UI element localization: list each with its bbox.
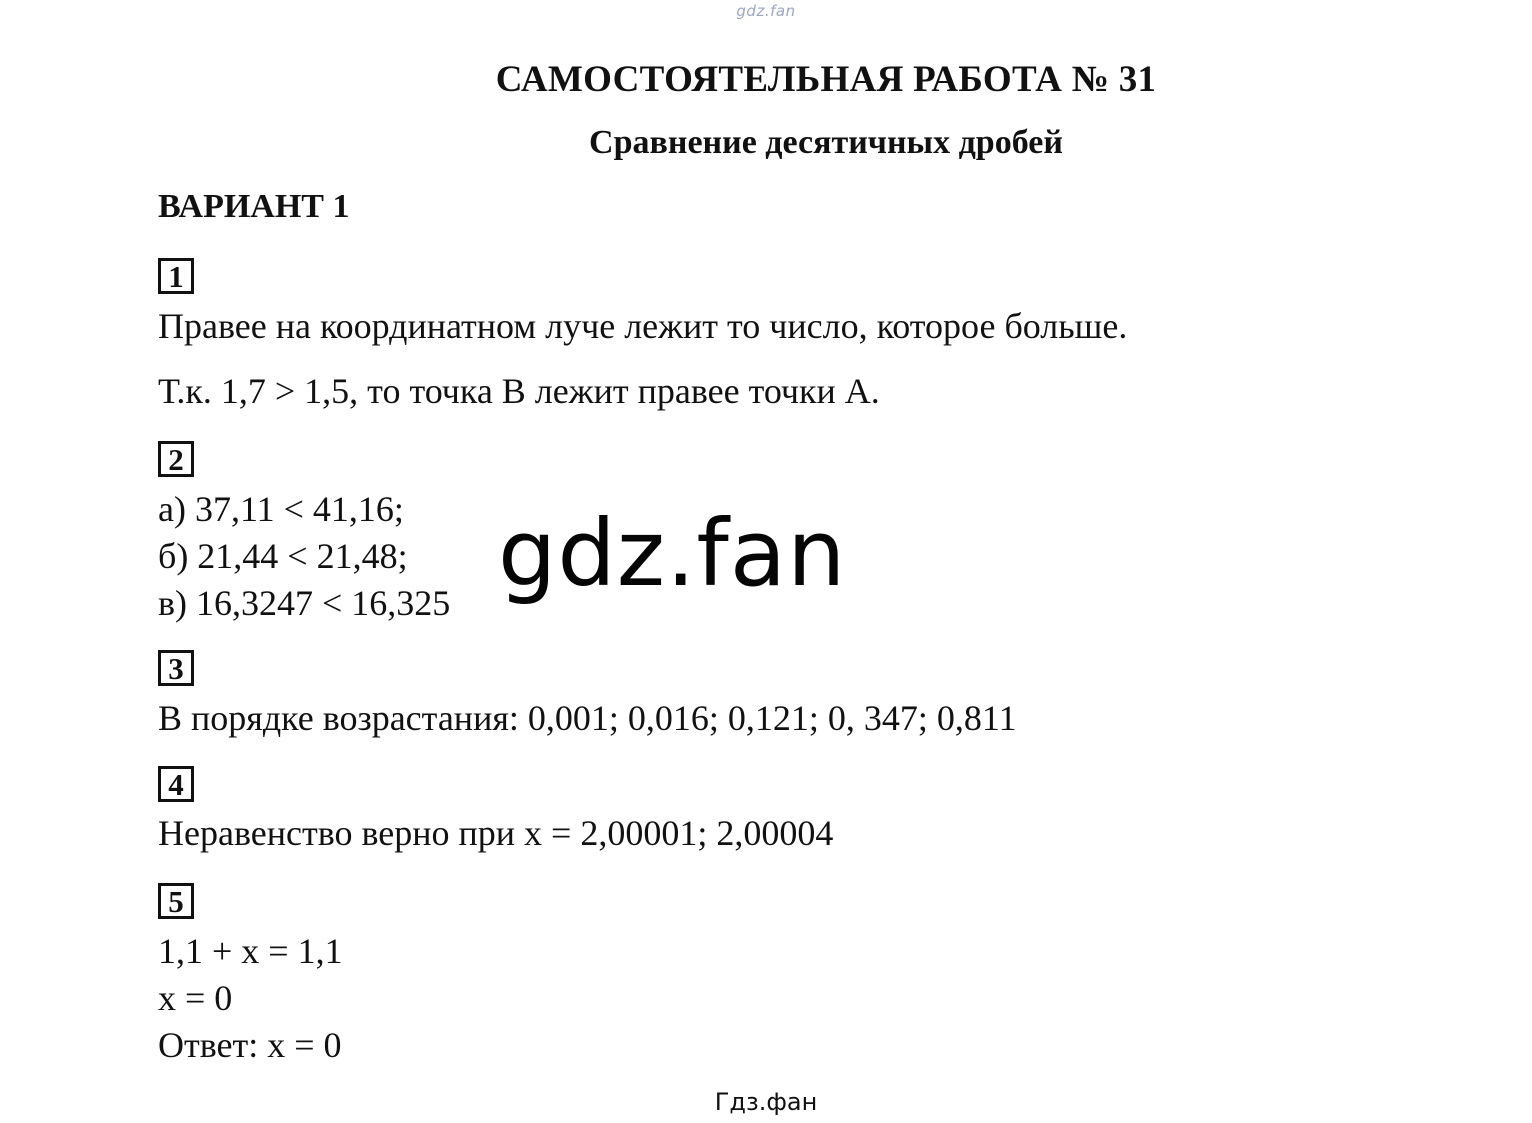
task-2-line-1: а) 37,11 < 41,16; [158,489,404,529]
task-number-4: 4 [158,766,194,802]
task-3-line-1: В порядке возрастания: 0,001; 0,016; 0,121; 0, 347; 0,811 [158,698,1017,738]
task-2-line-2: б) 21,44 < 21,48; [158,536,408,576]
task-1-line-2: Т.к. 1,7 > 1,5, то точка В лежит правее точки А. [158,371,880,411]
task-2-line-3: в) 16,3247 < 16,325 [158,583,451,623]
task-number-2: 2 [158,441,194,477]
task-number-1: 1 [158,258,194,294]
task-5-line-2: x = 0 [158,978,233,1018]
task-number-3: 3 [158,650,194,686]
task-number-5: 5 [158,883,194,919]
task-1-line-1: Правее на координатном луче лежит то число, которое больше. [158,306,1128,346]
center-watermark: gdz.fan [498,500,847,607]
top-watermark: gdz.fan [736,2,796,20]
variant-heading: ВАРИАНТ 1 [158,188,350,225]
page-title: САМОСТОЯТЕЛЬНАЯ РАБОТА № 31 [495,59,1157,100]
task-5-line-3: Ответ: x = 0 [158,1025,342,1065]
task-4-line-1: Неравенство верно при x = 2,00001; 2,00004 [158,813,834,853]
task-5-line-1: 1,1 + x = 1,1 [158,931,343,971]
page-subtitle: Сравнение десятичных дробей [589,124,1063,161]
footer-watermark: Гдз.фан [714,1088,818,1116]
